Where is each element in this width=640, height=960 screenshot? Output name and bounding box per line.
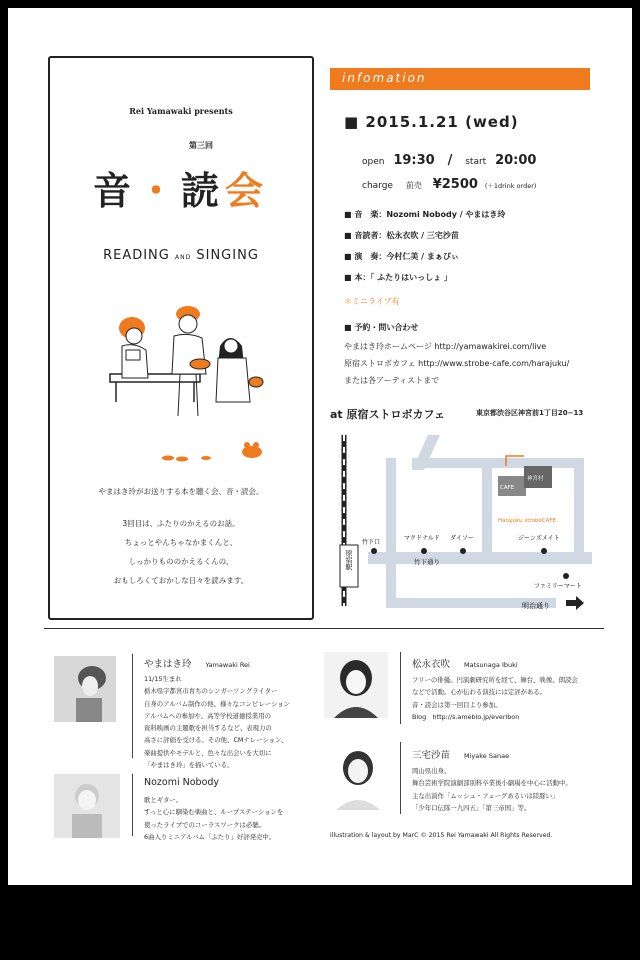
description-line-5: しっかりもののかえるくんの、 bbox=[128, 557, 234, 566]
map-exit: 竹下口 bbox=[362, 539, 381, 546]
nozomi-name: Nozomi Nobody bbox=[144, 777, 220, 788]
map-family-mart: ファミリーマート bbox=[534, 583, 582, 590]
nozomi-bio: 歌とギター。 すっと心に馴染む楽曲と、ループステーションを 使ったライブでのコーラスワークは必聴。 6曲入りミニアルバム「ふたり」好評発売中。 bbox=[144, 796, 284, 841]
credit-music: ■ 音 楽：Nozomi Nobody / やまはき玲 bbox=[344, 210, 506, 219]
presents-text: Rei Yamawaki presents bbox=[129, 106, 233, 116]
miyake-name: 三宅沙苗 Miyake Sanae bbox=[412, 750, 510, 761]
description-line-6: おもしろくておかしな日々を読みます。 bbox=[113, 576, 249, 585]
credit-readers: ■ 音読者：松永衣吹 / 三宅沙苗 bbox=[344, 231, 459, 240]
flyer-page bbox=[8, 8, 632, 885]
map-strobe-cafe: Harajuku strobeCAFE bbox=[498, 518, 557, 524]
contact-cafe[interactable]: 原宿ストロボカフェ http://www.strobe-cafe.com/harajuku/ bbox=[344, 359, 570, 368]
section-divider bbox=[44, 628, 604, 629]
map-jeans: ジーンズメイト bbox=[518, 535, 560, 542]
map-daiso: ダイソー bbox=[450, 535, 474, 542]
event-date: ■ 2015.1.21 (wed) bbox=[344, 113, 519, 131]
description-line-1: やまはき玲がお送りする本を聴く会、音・読会。 bbox=[98, 487, 264, 496]
footer-credit: illustration & layout by MarC © 2015 Rei Yamawaki All Rights Reserved. bbox=[330, 832, 553, 839]
miyake-photo bbox=[324, 742, 388, 810]
map-station: 原宿駅 bbox=[345, 549, 353, 571]
description-line-3: 3回目は、ふたりのかえるのお話。 bbox=[122, 519, 240, 528]
charge-row: charge 前売 ¥2500 (＋1drink order) bbox=[362, 177, 537, 192]
matsunaga-bio: フリーの俳優。円演劇研究所を経て、舞台、映像、朗読会 などで活動。心が伝わる演技には定評がある。 音・読会は第一回目より参加。 Blog http://s.ameblo.jp/everibon bbox=[412, 676, 578, 721]
miyake-bio: 岡山県出身。 舞台芸術学院演劇部別科卒業後小劇場を中心に活動中。 主な出演作「ムッシュ・フューグあるいは陸豚い」 「少年口伝隊一九四五」「第三帝国」等。 bbox=[412, 767, 572, 812]
poster-card bbox=[48, 56, 314, 620]
venue-address: 東京都渋谷区神宮前1丁目20−13 bbox=[476, 409, 584, 417]
credit-book: ■ 本：「 ふたりはいっしょ 」 bbox=[344, 273, 452, 282]
contact-homepage[interactable]: やまはき玲ホームページ http://yamawakirei.com/live bbox=[344, 342, 547, 351]
map-mcdonalds: マクドナルド bbox=[404, 535, 440, 542]
map-meiji-street: 明治通り bbox=[522, 602, 550, 610]
map-jingu: 神宮村 bbox=[527, 476, 544, 482]
reservation-title: ■ 予約・問い合わせ bbox=[344, 323, 419, 332]
map-cafe: CAFE bbox=[500, 485, 515, 491]
nozomi-photo bbox=[54, 774, 120, 838]
time-row: open 19:30 / start 20:00 bbox=[362, 153, 537, 168]
yamawaki-bio: 11/15生まれ 栃木県宇都宮市育ちのシンガーソングライター 自身のアルバム制作の他、様々なコンピレーション アルバムへの参加や、高等学校道徳授業用の 資料映画の主題歌を担当するなど、表現力の 高さに評価を受ける。その他、CMナレーション、 楽曲提供やモデルと、色々な出会いを大切に 「やまはき玲」を描いている。 bbox=[144, 675, 291, 770]
characters-illustration bbox=[108, 306, 308, 466]
yamawaki-photo bbox=[54, 656, 116, 722]
frog-icon bbox=[240, 438, 264, 460]
contact-artists: または各アーティストまで bbox=[344, 376, 440, 385]
edition-label: 第三回 bbox=[189, 141, 213, 150]
matsunaga-photo bbox=[324, 652, 388, 718]
information-header: infomation bbox=[330, 68, 590, 90]
credit-performers: ■ 演 奏：今村仁美 / まぁぴぃ bbox=[344, 252, 459, 261]
reading-and-singing: READING AND SINGING bbox=[103, 248, 259, 263]
access-map bbox=[328, 430, 598, 610]
yamawaki-name: やまはき玲 Yamawaki Rei bbox=[144, 659, 250, 670]
description-line-4: ちょっとやんちゃなかまくんと、 bbox=[124, 538, 238, 547]
venue-name: at 原宿ストロボカフェ bbox=[330, 408, 445, 421]
mini-live-note: ＊ミニライブ有 bbox=[344, 297, 400, 306]
map-takeshita-street: 竹下通り bbox=[414, 558, 440, 566]
matsunaga-name: 松永衣吹 Matsunaga Ibuki bbox=[412, 659, 518, 670]
event-title: 音・読会 bbox=[92, 168, 270, 213]
